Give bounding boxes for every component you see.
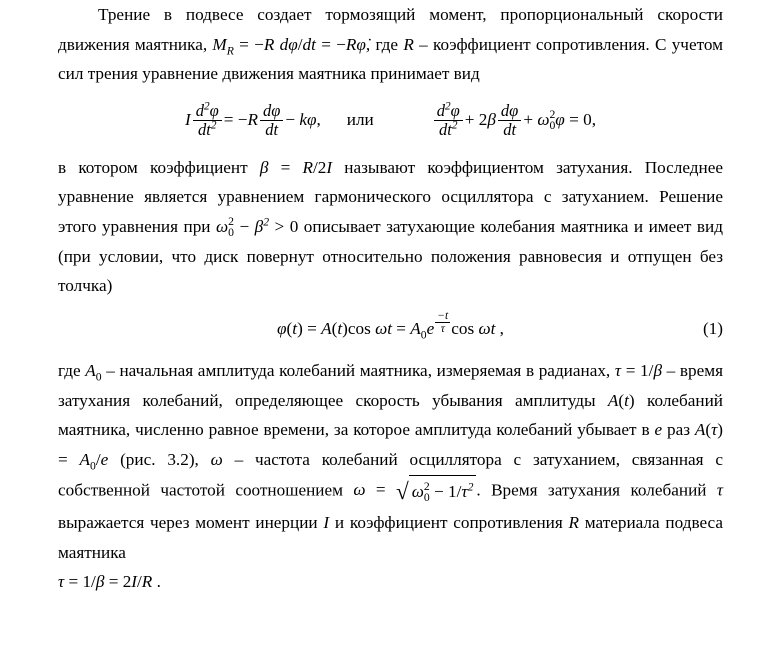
math-R-2: R	[568, 513, 580, 533]
math-tau-2: τ	[716, 480, 724, 500]
p3-text-2: – время затухания колебаний, определяющее скорость убывания амплитуды	[58, 361, 724, 410]
paragraph-2	[58, 153, 723, 301]
math-R-2I: R/2I	[302, 157, 333, 177]
p3-text-10: материала подвеса маятника	[58, 513, 723, 562]
equation-1-number: (1)	[702, 318, 723, 338]
math-A0: $A_0$	[85, 361, 102, 384]
equation-or-label: или	[346, 109, 374, 129]
paragraph-3	[58, 356, 723, 567]
inline-math-R: R	[403, 34, 414, 54]
math-tau-def: τ = 1/β	[614, 361, 662, 381]
document-body	[58, 0, 723, 597]
p2-text-2: называют коэффициентом затухания. Последнее уравнение является уравнением гармонического осциллятора с затуханием. Решение этого уравнения при	[58, 157, 723, 236]
equation-1-expression: φ(t) = A(t)cos $\omega t = A_0e$ $\frac{-t}{\tau}$ cos ωt ,	[277, 309, 504, 342]
math-I: I	[323, 513, 330, 533]
p3-text-6: – частота колебаний осциллятора с затуханием, связанная с собственной частотой соотношением	[58, 450, 724, 500]
p1-text-1: Трение в подвесе создает тормозящий момент, пропорциональный скорости движения маятника,	[58, 5, 723, 54]
equation-motion-left: I $\frac{d^2\varphi}{dt^2}$ = −R $\frac{d\varphi}{dt}$ − kφ,	[185, 100, 321, 140]
paragraph-1	[58, 0, 723, 89]
math-omega: ω	[210, 450, 223, 470]
p2-eq-sign: =	[268, 157, 303, 177]
p3-text-where: где	[58, 361, 86, 381]
equation-motion-right: $\frac{d^2\varphi}{dt^2}$ + 2β $\frac{d\varphi}{dt}$ + ω 2 0 φ = 0,	[432, 110, 596, 129]
math-A-tau: $A(\tau) = A_0/e$	[58, 420, 723, 473]
inline-math-moment: $M_R = -R$ dφ/dt = −Rφ̇	[212, 34, 366, 58]
p3-text-4: раз	[662, 420, 695, 440]
p1-text-3: – коэффициент сопротивления. С учетом сил трения уравнение движения маятника принимает вид	[58, 34, 724, 84]
p2-text-1: в котором коэффициент	[58, 157, 260, 177]
p3-text-3: колебаний маятника, численно равное времени, за которое амплитуда колебаний убывает в	[58, 390, 723, 440]
math-e: e	[654, 420, 663, 440]
math-condition: ω 2 0 − $\beta^2 > 0$	[215, 215, 299, 239]
p3-text-8: выражается через момент инерции	[58, 513, 324, 533]
math-At: A(t)	[607, 390, 635, 410]
equation-1	[58, 309, 723, 344]
p3-text-1: – начальная амплитуда колебаний маятника, измеряемая в радианах,	[101, 361, 611, 381]
p3-text-9: и коэффициент сопротивления	[329, 513, 569, 533]
p2-text-3: описывает затухающие колебания маятника и имеет вид (при условии, что диск повернут относительно положения равновесия и отпущен без толчка)	[58, 216, 723, 296]
equation-motion	[58, 102, 723, 140]
math-tau-final: τ = 1/β = 2I/R .	[58, 572, 161, 592]
math-beta: β	[259, 157, 269, 177]
p3-text-7: . Время затухания колебаний	[476, 480, 717, 500]
math-omega-relation: ω = √ ω 2 0 − $1/\tau^2$	[353, 480, 476, 499]
p3-text-5: (рис. 3.2),	[108, 450, 211, 470]
p1-text-2: , где	[365, 34, 404, 54]
paragraph-4-final-formula	[58, 567, 723, 597]
